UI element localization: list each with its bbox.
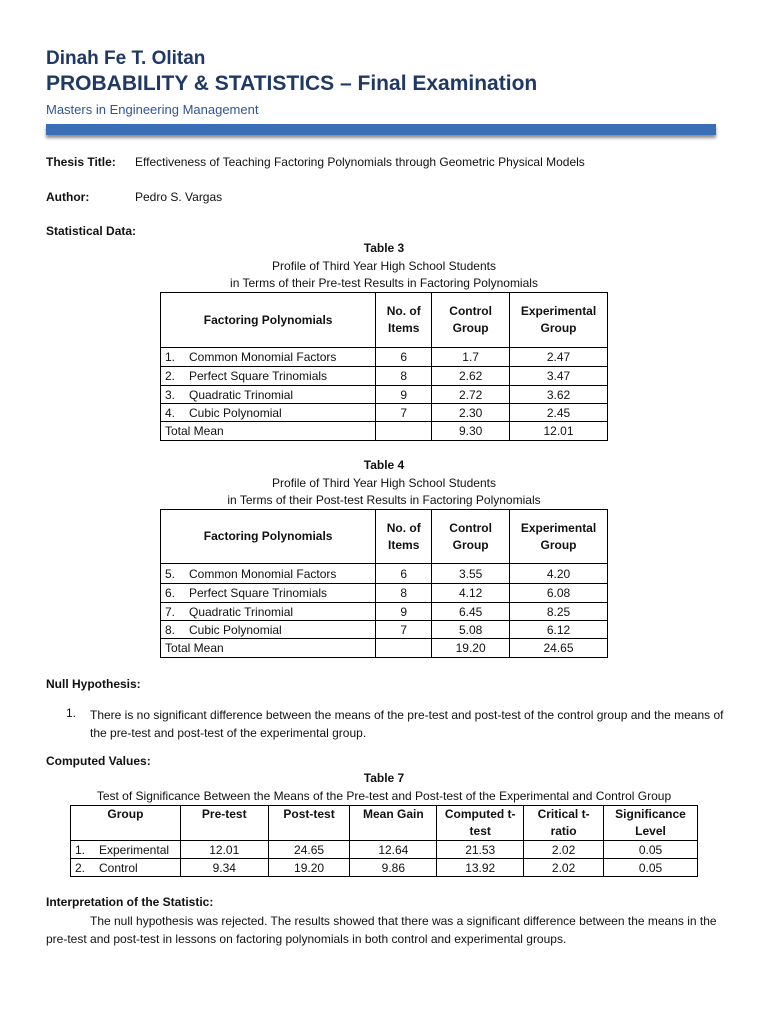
row-number: 8. bbox=[165, 622, 176, 637]
thesis-title-value: Effectiveness of Teaching Factoring Polynomials through Geometric Physical Models bbox=[135, 155, 585, 169]
control-cell: 4.12 bbox=[432, 584, 510, 603]
column-header: Factoring Polynomials bbox=[161, 510, 376, 564]
t-test-cell: 13.92 bbox=[437, 859, 524, 877]
table3-caption-line2: in Terms of their Pre-test Results in Factoring Polynomials bbox=[230, 276, 538, 290]
table4-caption-line1: Profile of Third Year High School Students bbox=[272, 476, 496, 490]
pre-test-cell: 9.34 bbox=[180, 859, 268, 877]
column-header: Significance Level bbox=[604, 806, 698, 841]
items-cell: 7 bbox=[376, 621, 432, 639]
column-header: Critical t-ratio bbox=[524, 806, 604, 841]
row-number: 2. bbox=[165, 369, 176, 383]
post-test-cell: 19.20 bbox=[268, 859, 350, 877]
items-cell bbox=[376, 639, 432, 658]
program-name: Masters in Engineering Management bbox=[46, 102, 259, 117]
group-cell bbox=[71, 841, 181, 859]
polynomial-name: Common Monomial Factors bbox=[189, 350, 337, 364]
interpretation-label: Interpretation of the Statistic: bbox=[46, 895, 214, 909]
items-cell: 8 bbox=[376, 367, 432, 386]
author-value: Pedro S. Vargas bbox=[135, 190, 223, 204]
group-name: Control bbox=[99, 860, 138, 875]
polynomial-name: Quadratic Trinomial bbox=[189, 604, 294, 619]
author-name: Dinah Fe T. Olitan bbox=[46, 48, 206, 69]
table-row bbox=[161, 367, 608, 386]
items-cell: 8 bbox=[376, 584, 432, 603]
row-number: 1. bbox=[165, 350, 176, 364]
table4-caption-line2: in Terms of their Post-test Results in Factoring Polynomials bbox=[227, 493, 541, 507]
control-cell: 2.62 bbox=[432, 367, 510, 386]
column-header: Control Group bbox=[432, 293, 510, 348]
polynomial-cell bbox=[161, 348, 376, 367]
column-header: Factoring Polynomials bbox=[161, 293, 376, 348]
control-cell: 2.30 bbox=[432, 404, 510, 422]
pre-test-cell: 12.01 bbox=[180, 841, 268, 859]
experimental-cell: 6.12 bbox=[510, 621, 608, 639]
polynomial-name: Common Monomial Factors bbox=[189, 566, 337, 581]
control-cell: 3.55 bbox=[432, 564, 510, 584]
significance-cell: 0.05 bbox=[604, 859, 698, 877]
experimental-cell: 3.47 bbox=[510, 367, 608, 386]
group-cell bbox=[71, 859, 181, 877]
header-divider-band bbox=[46, 124, 716, 135]
table7 bbox=[70, 805, 698, 877]
computed-values-label: Computed Values: bbox=[46, 754, 151, 768]
polynomial-name: Perfect Square Trinomials bbox=[189, 369, 328, 383]
total-label: Total Mean bbox=[161, 639, 376, 658]
polynomial-cell bbox=[161, 367, 376, 386]
polynomial-cell bbox=[161, 584, 376, 603]
table-row bbox=[161, 564, 608, 584]
column-header: Mean Gain bbox=[350, 806, 437, 841]
table4-caption-title: Table 4 bbox=[363, 458, 405, 472]
experimental-total: 12.01 bbox=[510, 422, 608, 441]
column-header: Computed t-test bbox=[437, 806, 524, 841]
column-header: Experimental Group bbox=[510, 293, 608, 348]
mean-gain-cell: 12.64 bbox=[350, 841, 437, 859]
table-row bbox=[71, 841, 698, 859]
items-cell: 9 bbox=[376, 603, 432, 621]
polynomial-name: Quadratic Trinomial bbox=[189, 387, 294, 402]
polynomial-cell bbox=[161, 564, 376, 584]
table-row bbox=[161, 603, 608, 621]
significance-cell: 0.05 bbox=[604, 841, 698, 859]
table-row bbox=[161, 348, 608, 367]
t-test-cell: 21.53 bbox=[437, 841, 524, 859]
column-header: Post-test bbox=[268, 806, 350, 841]
control-total: 19.20 bbox=[432, 639, 510, 658]
column-header: Experimental Group bbox=[510, 510, 608, 564]
polynomial-cell bbox=[161, 621, 376, 639]
table-row bbox=[161, 621, 608, 639]
table3 bbox=[160, 292, 608, 441]
row-number: 2. bbox=[75, 860, 86, 875]
polynomial-cell bbox=[161, 404, 376, 422]
items-cell: 7 bbox=[376, 404, 432, 422]
experimental-cell: 2.47 bbox=[510, 348, 608, 367]
table3-caption-line1: Profile of Third Year High School Students bbox=[272, 259, 496, 273]
total-row bbox=[161, 639, 608, 658]
row-number: 3. bbox=[165, 387, 176, 402]
control-cell: 6.45 bbox=[432, 603, 510, 621]
column-header: No. of Items bbox=[376, 293, 432, 348]
polynomial-name: Cubic Polynomial bbox=[189, 622, 282, 637]
table-header-row bbox=[71, 806, 698, 841]
hypothesis-number: 1. bbox=[66, 706, 77, 720]
column-header: Control Group bbox=[432, 510, 510, 564]
control-cell: 1.7 bbox=[432, 348, 510, 367]
polynomial-cell bbox=[161, 603, 376, 621]
table7-caption-line1: Test of Significance Between the Means of the Pre-test and Post-test of the Experimental and Control Group bbox=[96, 789, 672, 803]
table-header-row bbox=[161, 293, 608, 348]
polynomial-name: Cubic Polynomial bbox=[189, 405, 282, 420]
row-number: 5. bbox=[165, 566, 176, 581]
control-cell: 5.08 bbox=[432, 621, 510, 639]
table-row bbox=[71, 859, 698, 877]
group-name: Experimental bbox=[99, 842, 170, 857]
table3-caption-title: Table 3 bbox=[363, 241, 405, 255]
experimental-cell: 4.20 bbox=[510, 564, 608, 584]
table4 bbox=[160, 509, 608, 658]
items-cell: 6 bbox=[376, 348, 432, 367]
row-number: 6. bbox=[165, 586, 176, 600]
critical-cell: 2.02 bbox=[524, 841, 604, 859]
control-total: 9.30 bbox=[432, 422, 510, 441]
table-header-row bbox=[161, 510, 608, 564]
statistical-data-label: Statistical Data: bbox=[46, 224, 137, 238]
column-header: No. of Items bbox=[376, 510, 432, 564]
total-row bbox=[161, 422, 608, 441]
total-label: Total Mean bbox=[161, 422, 376, 441]
row-number: 7. bbox=[165, 604, 176, 619]
exam-title: PROBABILITY & STATISTICS – Final Examination bbox=[46, 72, 538, 95]
hypothesis-text: There is no significant difference between the means of the pre-test and post-test of the control group and the means of the pre-test and post-test of the experimental group. bbox=[90, 708, 724, 740]
row-number: 1. bbox=[75, 842, 86, 857]
items-cell: 9 bbox=[376, 386, 432, 404]
polynomial-name: Perfect Square Trinomials bbox=[189, 586, 328, 600]
items-cell bbox=[376, 422, 432, 441]
table-row bbox=[161, 404, 608, 422]
author-label: Author: bbox=[46, 190, 90, 204]
polynomial-cell bbox=[161, 386, 376, 404]
experimental-cell: 3.62 bbox=[510, 386, 608, 404]
experimental-total: 24.65 bbox=[510, 639, 608, 658]
table-row bbox=[161, 386, 608, 404]
table-row bbox=[161, 584, 608, 603]
experimental-cell: 6.08 bbox=[510, 584, 608, 603]
experimental-cell: 8.25 bbox=[510, 603, 608, 621]
column-header: Group bbox=[71, 806, 181, 841]
post-test-cell: 24.65 bbox=[268, 841, 350, 859]
row-number: 4. bbox=[165, 405, 176, 420]
mean-gain-cell: 9.86 bbox=[350, 859, 437, 877]
null-hypothesis-label: Null Hypothesis: bbox=[46, 677, 141, 691]
interpretation-text: The null hypothesis was rejected. The results showed that there was a significant difference between the means in the pre-test and post-test in lessons on factoring polynomials in both control and experimental groups. bbox=[46, 914, 717, 946]
items-cell: 6 bbox=[376, 564, 432, 584]
table7-caption-title: Table 7 bbox=[363, 771, 405, 785]
column-header: Pre-test bbox=[180, 806, 268, 841]
thesis-title-label: Thesis Title: bbox=[46, 155, 116, 169]
critical-cell: 2.02 bbox=[524, 859, 604, 877]
control-cell: 2.72 bbox=[432, 386, 510, 404]
experimental-cell: 2.45 bbox=[510, 404, 608, 422]
